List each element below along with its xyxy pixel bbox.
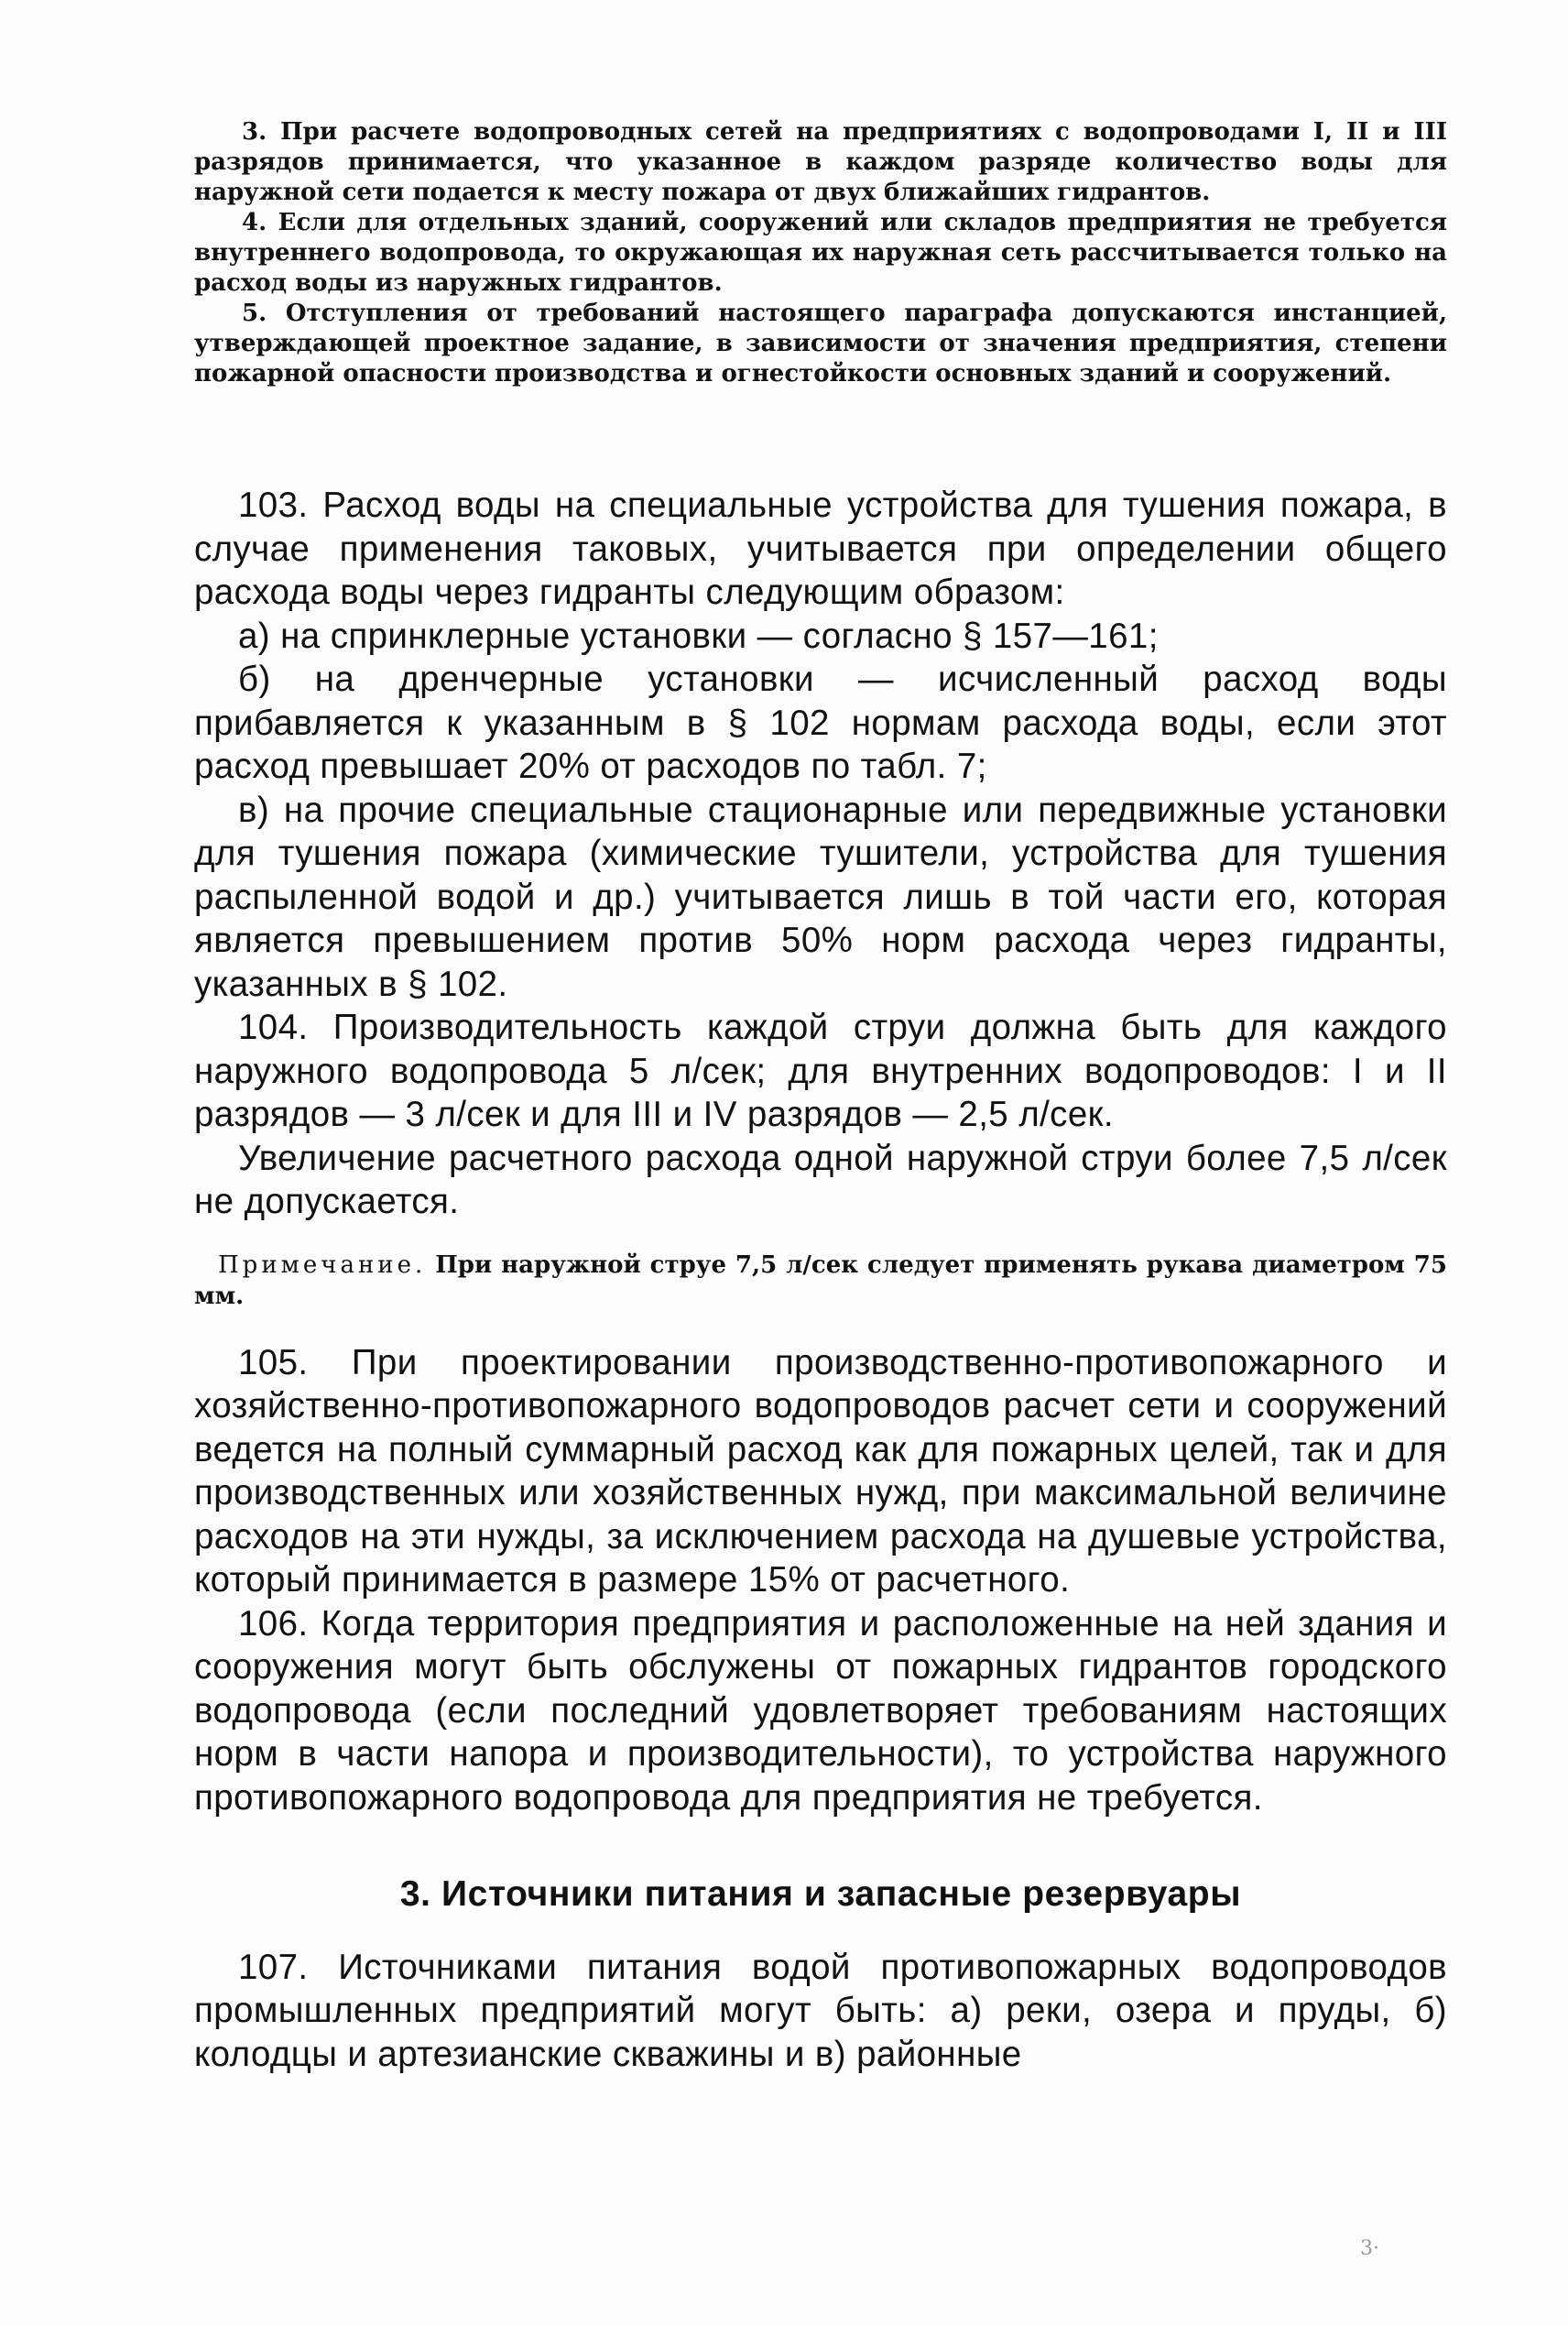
remark-label: Примечание.	[218, 1250, 427, 1279]
paragraph-103-c: в) на прочие специальные стационарные или передвижные установки для тушения пожара (химические тушители, устройства для тушения распыленной водой и др.) учитывается лишь в той части его, которая является превышением против 50% норм расхода через гидранты, указанных в § 102.	[194, 790, 1447, 1004]
paragraph-107: 107. Источниками питания водой противопожарных водопроводов промышленных предприятий могут быть: а) реки, озера и пруды, б) колодцы и артезианские скважины и в) районные	[194, 1947, 1447, 2074]
note-3: 3. При расчете водопроводных сетей на предприятиях с водопроводами I, II и III разрядов принимается, что указанное в каждом разряде количество воды для наружной сети подается к месту пожара от двух ближайших гидрантов.	[194, 118, 1447, 206]
paragraph-103-b: б) на дренчерные установки — исчисленный расход воды прибавляется к указанным в § 102 нормам расхода воды, если этот расход превышает 20% от расходов по табл. 7;	[194, 660, 1447, 786]
section-heading: 3. Источники питания и запасные резервуары	[399, 1874, 1242, 1914]
paragraph-104-limit: Увеличение расчетного расхода одной наружной струи более 7,5 л/сек не допускается.	[194, 1138, 1447, 1221]
paragraph-105: 105. При проектировании производственно-противопожарного и хозяйственно-противопожарного водопроводов расчет сети и сооружений ведется на полный суммарный расход как для пожарных целей, так и для производственных или хозяйственных нужд, при максимальной величине расходов на эти нужды, за исключением расхода на душевые устройства, который принимается в размере 15% от расчетного.	[194, 1342, 1447, 1600]
note-5: 5. Отступления от требований настоящего параграфа допускаются инстанцией, утверждающей проектное задание, в зависимости от значения предприятия, степени пожарной опасности производства и огнестойкости основных зданий и сооружений.	[194, 300, 1447, 388]
paragraph-104: 104. Производительность каждой струи должна быть для каждого наружного водопровода 5 л/сек; для внутренних водопроводов: I и II разрядов — 3 л/сек и для III и IV разрядов — 2,5 л/сек.	[194, 1008, 1447, 1134]
remark-note	[194, 1250, 1447, 1312]
paragraph-103-a: а) на спринклерные установки — согласно § 157—161;	[238, 616, 1159, 656]
paragraph-103: 103. Расход воды на специальные устройства для тушения пожара, в случае применения таковых, учитывается при определении общего расхода воды через гидранты следующим образом:	[194, 486, 1447, 612]
footnote-block	[194, 117, 1447, 389]
remark-text: При наружной струе 7,5 л/сек следует применять рукава диаметром 75 мм.	[194, 1250, 1447, 1310]
page-number: 3·	[1360, 2237, 1379, 2260]
note-4: 4. Если для отдельных зданий, сооружений или складов предприятия не требуется внутреннего водопровода, то окружающая их наружная сеть рассчитывается только на расход воды из наружных гидрантов.	[194, 209, 1447, 297]
main-text	[194, 484, 1447, 2076]
paragraph-106: 106. Когда территория предприятия и расположенные на ней здания и сооружения могут быть обслужены от пожарных гидрантов городского водопровода (если последний удовлетворяет требованиям настоящих норм в части напора и производительности), то устройства наружного противопожарного водопровода для предприятия не требуется.	[194, 1603, 1447, 1818]
